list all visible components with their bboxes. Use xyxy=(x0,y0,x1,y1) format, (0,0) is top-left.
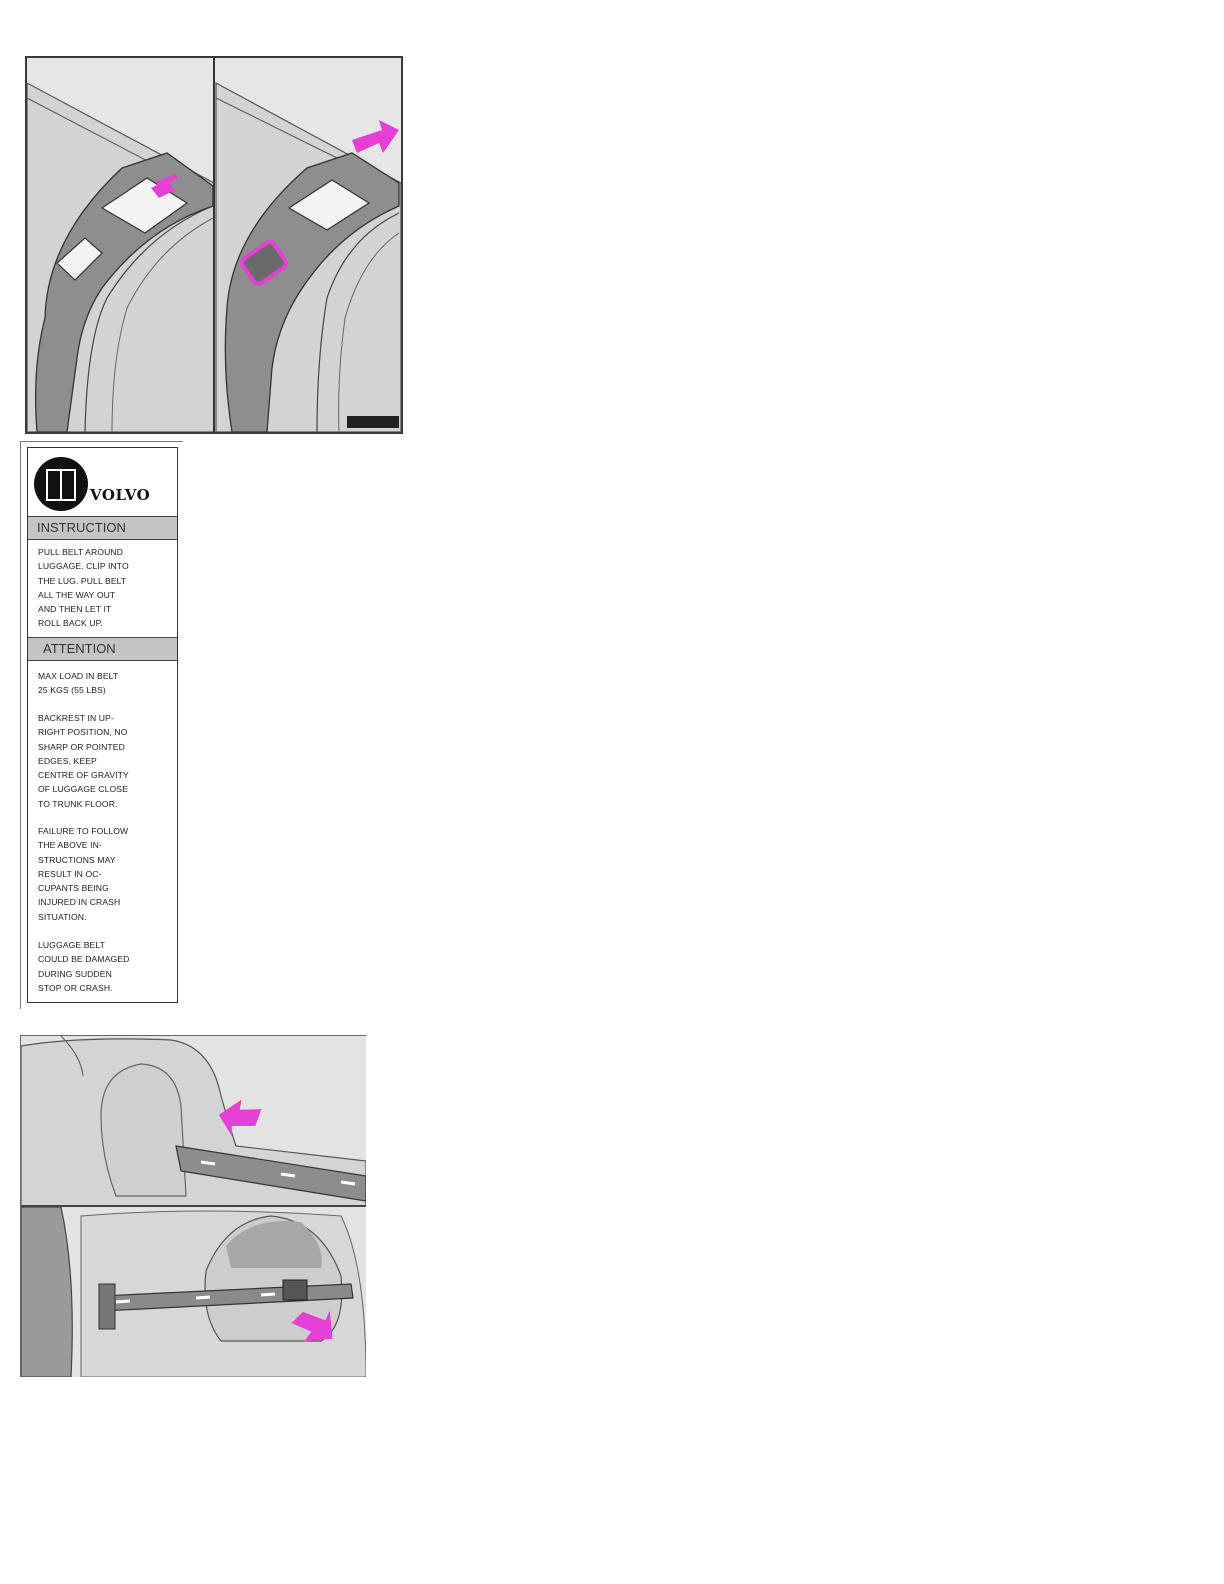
attention-paragraph: LUGGAGE BELT COULD BE DAMAGED DURING SUDDEN STOP OR CRASH. xyxy=(38,940,130,993)
attention-paragraph: FAILURE TO FOLLOW THE ABOVE IN- STRUCTIONS MAY RESULT IN OC- CUPANTS BEING INJURED IN CRASH SITUATION. xyxy=(38,826,129,922)
instruction-label xyxy=(20,441,183,1009)
luggage-belt-drawing xyxy=(21,1036,366,1377)
instruction-text: PULL BELT AROUND LUGGAGE. CLIP INTO THE LUG. PULL BELT ALL THE WAY OUT AND THEN LET IT ROLL BACK UP. xyxy=(38,547,129,629)
brand-header xyxy=(28,448,177,518)
brand-name: VOLVO xyxy=(90,486,151,504)
belt-buckle xyxy=(283,1280,307,1300)
figure-code-badge xyxy=(347,416,399,428)
label-card xyxy=(27,447,178,1003)
instruction-heading: INSTRUCTION xyxy=(28,516,177,540)
seat-belt-release-illustration xyxy=(25,56,403,434)
attention-paragraph: BACKREST IN UP- RIGHT POSITION, NO SHARP OR POINTED EDGES, KEEP CENTRE OF GRAVITY OF LUGGAGE CLOSE TO TRUNK FLOOR. xyxy=(38,713,129,809)
attention-heading: ATTENTION xyxy=(28,637,177,661)
manual-book-icon xyxy=(34,457,88,511)
illustration-drawing xyxy=(27,58,401,432)
attention-paragraph: MAX LOAD IN BELT 25 KGS (55 LBS) xyxy=(38,671,119,696)
luggage-belt-illustration xyxy=(20,1035,366,1377)
